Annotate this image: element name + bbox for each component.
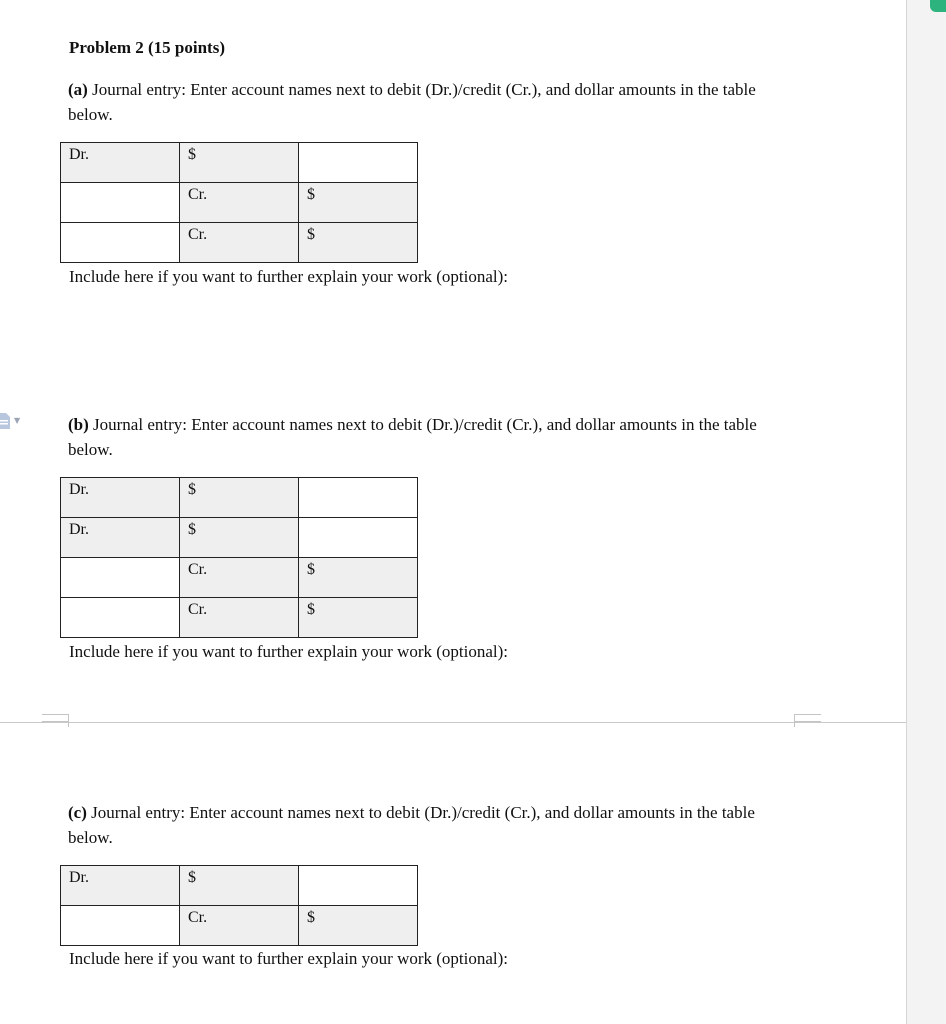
table-row	[61, 906, 418, 946]
account-cell[interactable]: Dr.	[61, 518, 180, 558]
part-b-text: Journal entry: Enter account names next to debit (Dr.)/credit (Cr.), and dollar amounts in the table below.	[68, 415, 757, 459]
table-row	[61, 223, 418, 263]
part-c-label: (c)	[68, 803, 87, 822]
table-row	[61, 866, 418, 906]
part-b-label: (b)	[68, 415, 89, 434]
journal-table-c	[60, 865, 418, 946]
account-cell[interactable]: Cr.	[180, 598, 299, 638]
table-row	[61, 518, 418, 558]
account-cell[interactable]: Cr.	[180, 183, 299, 223]
amount-cell[interactable]: $	[299, 598, 418, 638]
chevron-down-icon[interactable]: ▼	[14, 416, 21, 425]
account-cell[interactable]	[61, 183, 180, 223]
amount-cell[interactable]: $	[299, 558, 418, 598]
table-row	[61, 598, 418, 638]
optional-note-a: Include here if you want to further explain your work (optional):	[69, 267, 509, 286]
amount-cell[interactable]: $	[299, 906, 418, 946]
amount-cell[interactable]	[299, 143, 418, 183]
amount-cell[interactable]: $	[180, 518, 299, 558]
problem-title: Problem 2 (15 points)	[69, 38, 225, 57]
journal-table-a	[60, 142, 418, 263]
part-b-instruction	[68, 412, 798, 462]
document-side-canvas	[906, 0, 946, 1024]
account-cell[interactable]: Dr.	[61, 478, 180, 518]
optional-note-b: Include here if you want to further explain your work (optional):	[69, 642, 509, 661]
amount-cell[interactable]	[299, 518, 418, 558]
part-c-text: Journal entry: Enter account names next to debit (Dr.)/credit (Cr.), and dollar amounts in the table below.	[68, 803, 755, 847]
amount-cell[interactable]: $	[180, 478, 299, 518]
account-cell[interactable]	[61, 223, 180, 263]
corner-accent-tab[interactable]	[930, 0, 946, 12]
account-cell[interactable]	[61, 598, 180, 638]
margin-marker-right	[794, 714, 821, 727]
margin-marker-left	[42, 714, 69, 727]
table-row	[61, 183, 418, 223]
account-cell[interactable]: Dr.	[61, 866, 180, 906]
comment-icon[interactable]	[0, 413, 10, 429]
account-cell[interactable]	[61, 558, 180, 598]
part-a-label: (a)	[68, 80, 88, 99]
optional-note-c: Include here if you want to further explain your work (optional):	[69, 949, 509, 968]
amount-cell[interactable]: $	[180, 866, 299, 906]
amount-cell[interactable]	[299, 478, 418, 518]
part-a-instruction	[68, 77, 798, 127]
account-cell[interactable]: Cr.	[180, 558, 299, 598]
amount-cell[interactable]: $	[299, 183, 418, 223]
account-cell[interactable]: Dr.	[61, 143, 180, 183]
account-cell[interactable]	[61, 906, 180, 946]
table-row	[61, 143, 418, 183]
amount-cell[interactable]: $	[180, 143, 299, 183]
table-row	[61, 558, 418, 598]
amount-cell[interactable]	[299, 866, 418, 906]
part-c-instruction	[68, 800, 798, 850]
amount-cell[interactable]: $	[299, 223, 418, 263]
account-cell[interactable]: Cr.	[180, 906, 299, 946]
journal-table-b	[60, 477, 418, 638]
page-break-divider	[0, 722, 906, 723]
account-cell[interactable]: Cr.	[180, 223, 299, 263]
table-row	[61, 478, 418, 518]
part-a-text: Journal entry: Enter account names next to debit (Dr.)/credit (Cr.), and dollar amounts in the table below.	[68, 80, 756, 124]
